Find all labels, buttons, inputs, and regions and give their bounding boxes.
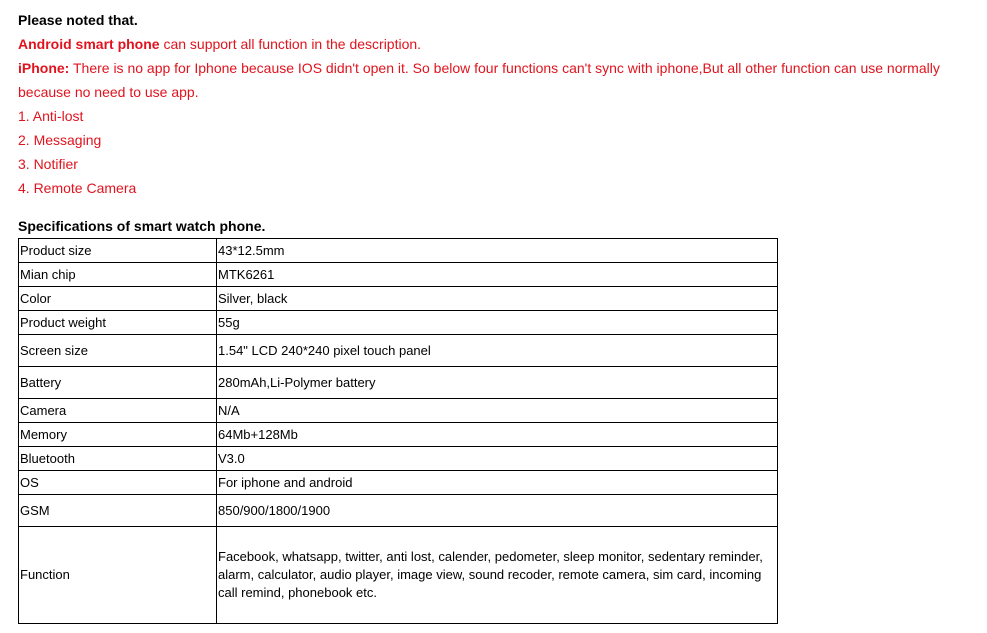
table-row bbox=[19, 335, 778, 367]
iphone-note bbox=[18, 56, 973, 104]
iphone-label: iPhone: bbox=[18, 60, 70, 76]
spec-value: 280mAh,Li-Polymer battery bbox=[217, 367, 778, 399]
spec-label: Function bbox=[19, 527, 217, 624]
spec-label: Memory bbox=[19, 423, 217, 447]
spec-label: Camera bbox=[19, 399, 217, 423]
notice-section bbox=[18, 8, 973, 200]
table-row bbox=[19, 447, 778, 471]
spec-label: Product weight bbox=[19, 311, 217, 335]
list-item-notifier: 3. Notifier bbox=[18, 156, 78, 172]
spec-label: Bluetooth bbox=[19, 447, 217, 471]
list-item-remote-camera: 4. Remote Camera bbox=[18, 180, 137, 196]
spec-value: 43*12.5mm bbox=[217, 239, 778, 263]
spec-value: 1.54" LCD 240*240 pixel touch panel bbox=[217, 335, 778, 367]
table-row bbox=[19, 311, 778, 335]
specs-table bbox=[18, 238, 778, 624]
specs-title: Specifications of smart watch phone. bbox=[18, 218, 266, 234]
table-row bbox=[19, 367, 778, 399]
spec-value: Facebook, whatsapp, twitter, anti lost, calender, pedometer, sleep monitor, sedentary reminder, alarm, calculator, audio player, image view, sound recoder, remote camera, sim card, incoming call remind, phonebook etc. bbox=[217, 527, 778, 624]
iphone-text: There is no app for Iphone because IOS didn't open it. So below four functions can't sync with iphone,But all other function can use normally because no need to use app. bbox=[18, 60, 940, 100]
android-label: Android smart phone bbox=[18, 36, 160, 52]
table-row bbox=[19, 423, 778, 447]
spec-label: Color bbox=[19, 287, 217, 311]
table-row bbox=[19, 239, 778, 263]
spec-value: 55g bbox=[217, 311, 778, 335]
android-text: can support all function in the description. bbox=[159, 36, 422, 52]
spec-label: Screen size bbox=[19, 335, 217, 367]
spec-label: GSM bbox=[19, 495, 217, 527]
spec-value: 64Mb+128Mb bbox=[217, 423, 778, 447]
android-note bbox=[18, 32, 973, 56]
list-item-anti-lost: 1. Anti-lost bbox=[18, 108, 84, 124]
table-row bbox=[19, 287, 778, 311]
table-row bbox=[19, 527, 778, 624]
spec-label: Mian chip bbox=[19, 263, 217, 287]
notice-heading: Please noted that. bbox=[18, 12, 138, 28]
table-row bbox=[19, 263, 778, 287]
spec-label: Product size bbox=[19, 239, 217, 263]
table-row bbox=[19, 399, 778, 423]
spec-label: Battery bbox=[19, 367, 217, 399]
spec-value: V3.0 bbox=[217, 447, 778, 471]
spec-value: For iphone and android bbox=[217, 471, 778, 495]
list-item-messaging: 2. Messaging bbox=[18, 132, 102, 148]
spec-value: MTK6261 bbox=[217, 263, 778, 287]
spec-value: Silver, black bbox=[217, 287, 778, 311]
spec-value: 850/900/1800/1900 bbox=[217, 495, 778, 527]
spec-label: OS bbox=[19, 471, 217, 495]
table-row bbox=[19, 495, 778, 527]
spec-value: N/A bbox=[217, 399, 778, 423]
table-row bbox=[19, 471, 778, 495]
